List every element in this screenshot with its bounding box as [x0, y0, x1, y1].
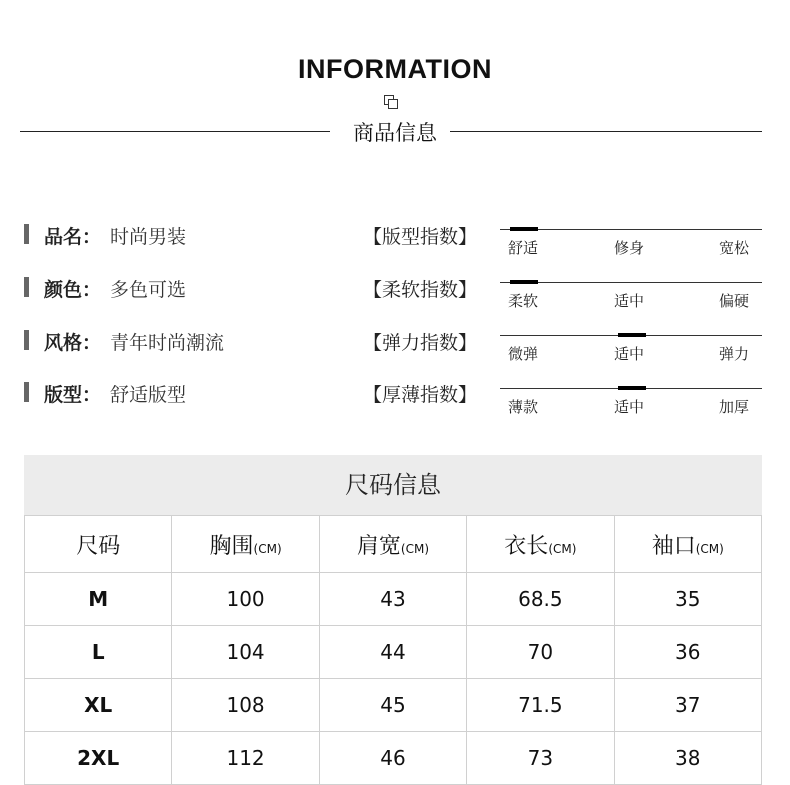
column-header — [25, 516, 172, 573]
table-cell: 38 — [614, 732, 761, 785]
info-bullet — [24, 224, 29, 244]
column-name: 衣长 — [504, 533, 549, 559]
column-name: 胸围 — [209, 533, 254, 559]
scale-option: 宽松 — [719, 239, 750, 257]
index-label-thickness: 【厚薄指数】 — [363, 384, 478, 406]
table-cell: 104 — [172, 626, 319, 679]
scale-option: 适中 — [614, 398, 645, 416]
table-row — [25, 626, 762, 679]
table-cell: XL — [25, 679, 172, 732]
table-cell: 70 — [467, 626, 614, 679]
info-label: 品名： — [44, 226, 102, 248]
scale-option: 微弹 — [508, 345, 539, 363]
table-cell: 44 — [319, 626, 466, 679]
page-title: INFORMATION — [298, 54, 492, 84]
table-cell: 43 — [319, 573, 466, 626]
index-label-softness: 【柔软指数】 — [363, 279, 478, 301]
table-cell: 45 — [319, 679, 466, 732]
column-header — [319, 516, 466, 573]
table-cell: 37 — [614, 679, 761, 732]
scale-option: 弹力 — [719, 345, 750, 363]
table-cell: 100 — [172, 573, 319, 626]
scale-option: 舒适 — [508, 239, 539, 257]
divider-left — [20, 131, 330, 132]
info-bullet — [24, 382, 29, 402]
info-value: 多色可选 — [110, 279, 187, 301]
table-cell: 68.5 — [467, 573, 614, 626]
column-unit: (CM) — [548, 541, 577, 556]
index-label-fit: 【版型指数】 — [363, 226, 478, 248]
table-header-row — [25, 516, 762, 573]
column-name: 肩宽 — [356, 533, 401, 559]
info-label: 颜色： — [44, 279, 102, 301]
info-value: 舒适版型 — [110, 384, 187, 406]
table-cell: 46 — [319, 732, 466, 785]
scale-option: 适中 — [614, 292, 645, 310]
scale-line — [500, 282, 762, 283]
scale-option: 偏硬 — [719, 292, 750, 310]
info-label: 版型： — [44, 384, 102, 406]
column-header — [614, 516, 761, 573]
table-cell: M — [25, 573, 172, 626]
table-row — [25, 679, 762, 732]
info-bullet — [24, 277, 29, 297]
index-scale — [500, 388, 762, 428]
table-cell: 2XL — [25, 732, 172, 785]
info-value: 时尚男装 — [110, 226, 187, 248]
divider-right — [450, 131, 762, 132]
table-cell: 108 — [172, 679, 319, 732]
scale-marker — [618, 386, 646, 390]
overlap-squares-icon — [384, 95, 398, 109]
index-scale — [500, 282, 762, 322]
table-cell: 35 — [614, 573, 761, 626]
scale-marker — [510, 280, 538, 284]
size-table-title: 尺码信息 — [24, 455, 762, 515]
column-name: 尺码 — [76, 533, 121, 559]
info-bullet — [24, 330, 29, 350]
size-table — [24, 515, 762, 785]
table-cell: 36 — [614, 626, 761, 679]
table-row — [25, 573, 762, 626]
scale-option: 薄款 — [508, 398, 539, 416]
info-value: 青年时尚潮流 — [110, 332, 225, 354]
table-row — [25, 732, 762, 785]
section-subtitle: 商品信息 — [353, 121, 437, 145]
column-unit: (CM) — [400, 541, 430, 556]
column-header — [172, 516, 319, 573]
table-cell: 71.5 — [467, 679, 614, 732]
column-unit: (CM) — [253, 541, 282, 556]
column-name: 袖口 — [651, 533, 696, 559]
scale-line — [500, 229, 762, 230]
info-label: 风格： — [44, 332, 102, 354]
index-scale — [500, 229, 762, 269]
scale-option: 加厚 — [719, 398, 750, 416]
column-header — [467, 516, 614, 573]
table-cell: 73 — [467, 732, 614, 785]
table-cell: L — [25, 626, 172, 679]
scale-option: 修身 — [614, 239, 645, 257]
scale-marker — [510, 227, 538, 231]
scale-marker — [618, 333, 646, 337]
scale-option: 适中 — [614, 345, 645, 363]
index-scale — [500, 335, 762, 375]
index-label-elasticity: 【弹力指数】 — [363, 332, 478, 354]
table-cell: 112 — [172, 732, 319, 785]
column-unit: (CM) — [695, 541, 724, 556]
scale-option: 柔软 — [508, 292, 539, 310]
